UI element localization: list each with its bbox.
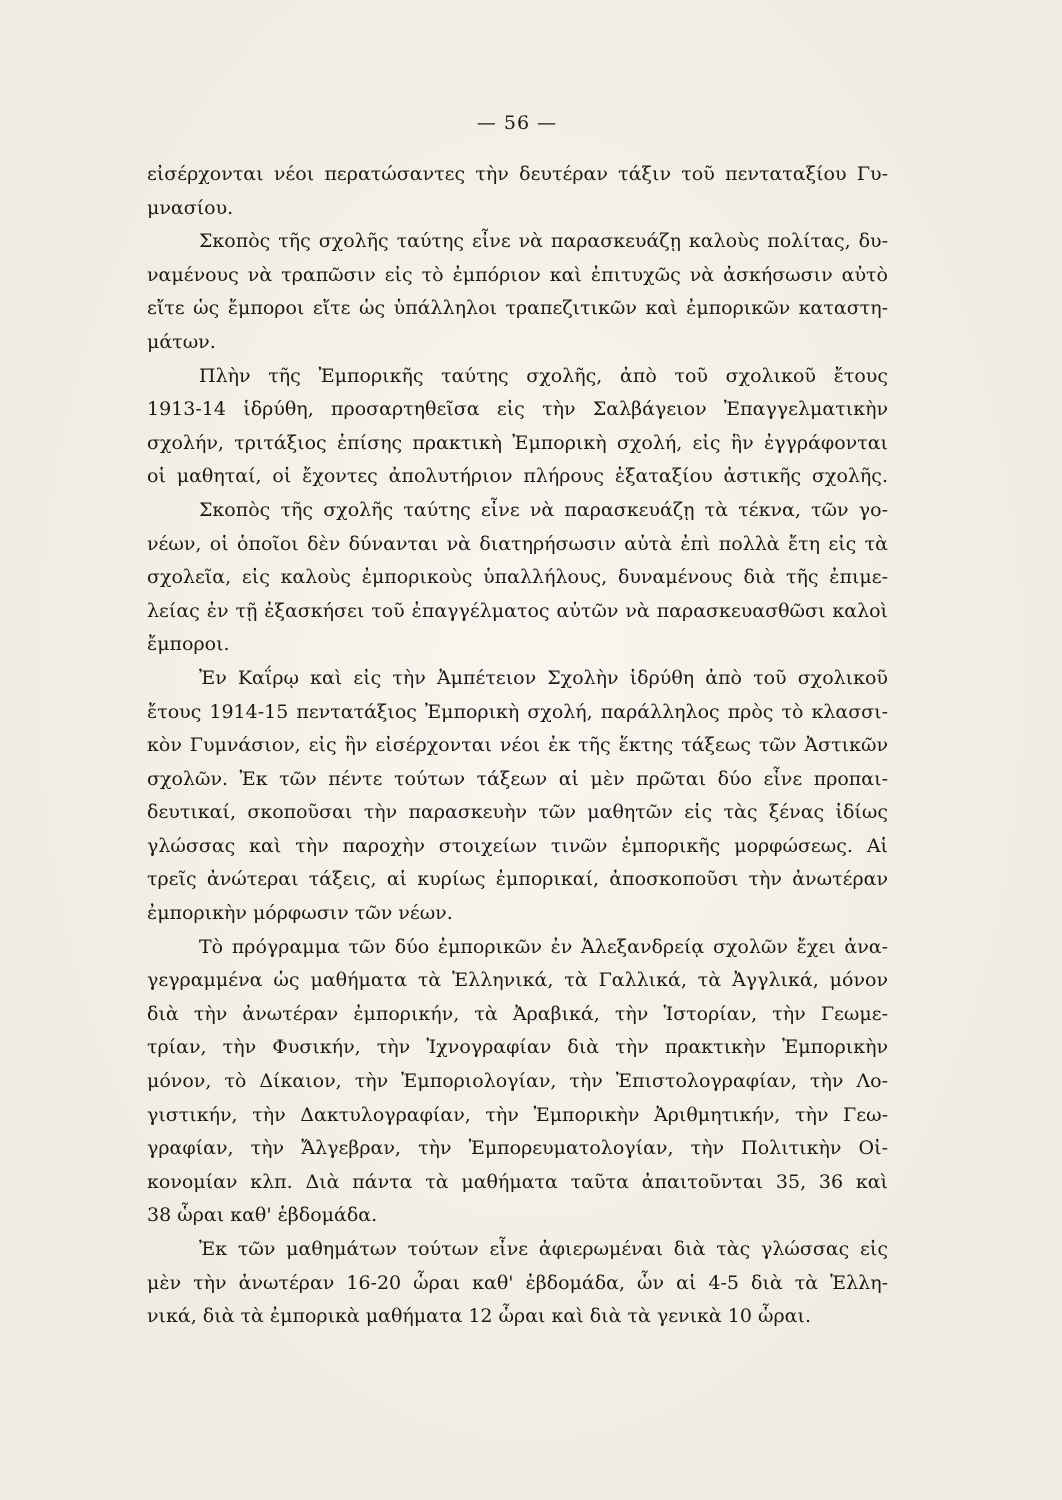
text-line: μὲν τὴν ἀνωτέραν 16-20 ὧραι καθ' ἑβδομάδα, ὧν αἱ 4-5 διὰ τὰ Ἑλλη- (147, 1271, 888, 1294)
text-line: Πλὴν τῆς Ἐμπορικῆς ταύτης σχολῆς, ἀπὸ τοῦ σχολικοῦ ἔτους (199, 364, 888, 387)
text-line: σχολεῖα, εἰς καλοὺς ἐμπορικοὺς ὑπαλλήλους, δυναμένους διὰ τῆς ἐπιμε- (147, 566, 888, 589)
text-line: εἴτε ὡς ἔμποροι εἴτε ὡς ὑπάλληλοι τραπεζιτικῶν καὶ ἐμπορικῶν καταστη- (147, 297, 888, 320)
text-line: κὸν Γυμνάσιον, εἰς ἣν εἰσέρχονται νέοι ἐκ τῆς ἕκτης τάξεως τῶν Ἀστικῶν (147, 734, 888, 757)
text-line: τρεῖς ἀνώτεραι τάξεις, αἱ κυρίως ἐμπορικαί, ἀποσκοποῦσι τὴν ἀνωτέραν (147, 868, 888, 891)
text-line: ἐμπορικὴν μόρφωσιν τῶν νέων. (147, 902, 453, 925)
text-line: κονομίαν κλπ. Διὰ πάντα τὰ μαθήματα ταῦτα ἀπαιτοῦνται 35, 36 καὶ (147, 1170, 888, 1193)
text-line: ἔμποροι. (147, 633, 230, 656)
text-line: οἱ μαθηταί, οἱ ἔχοντες ἀπολυτήριον πλήρους ἑξαταξίου ἀστικῆς σχολῆς. (147, 465, 888, 488)
text-line: δευτικαί, σκοποῦσαι τὴν παρασκευὴν τῶν μαθητῶν εἰς τὰς ξένας ἰδίως (147, 801, 888, 824)
body-text (147, 158, 888, 1334)
text-line: γεγραμμένα ὡς μαθήματα τὰ Ἑλληνικά, τὰ Γαλλικά, τὰ Ἀγγλικά, μόνον (147, 969, 888, 992)
text-line: σχολῶν. Ἐκ τῶν πέντε τούτων τάξεων αἱ μὲν πρῶται δύο εἶνε προπαι- (147, 767, 888, 790)
text-line: 1913-14 ἱδρύθη, προσαρτηθεῖσα εἰς τὴν Σαλβάγειον Ἐπαγγελματικὴν (147, 398, 888, 421)
text-line: Τὸ πρόγραμμα τῶν δύο ἐμπορικῶν ἐν Ἀλεξανδρείᾳ σχολῶν ἔχει ἀνα- (199, 935, 888, 958)
text-line: διὰ τὴν ἀνωτέραν ἐμπορικήν, τὰ Ἀραβικά, τὴν Ἱστορίαν, τὴν Γεωμε- (147, 1002, 888, 1025)
page-number: — 56 — (476, 112, 558, 134)
text-line: λείας ἐν τῇ ἐξασκήσει τοῦ ἐπαγγέλματος αὐτῶν νὰ παρασκευασθῶσι καλοὶ (147, 599, 888, 622)
text-line: 38 ὧραι καθ' ἑβδομάδα. (147, 1204, 378, 1227)
text-line: γλώσσας καὶ τὴν παροχὴν στοιχείων τινῶν ἐμπορικῆς μορφώσεως. Αἱ (147, 834, 888, 857)
text-line: τρίαν, τὴν Φυσικήν, τὴν Ἰχνογραφίαν διὰ τὴν πρακτικὴν Ἐμπορικὴν (147, 1036, 888, 1059)
text-line: μνασίου. (147, 196, 234, 219)
text-line: σχολήν, τριτάξιος ἐπίσης πρακτικὴ Ἐμπορικὴ σχολή, εἰς ἣν ἐγγράφονται (147, 431, 888, 454)
text-line: ναμένους νὰ τραπῶσιν εἰς τὸ ἐμπόριον καὶ ἐπιτυχῶς νὰ ἀσκήσωσιν αὐτὸ (147, 263, 888, 286)
text-line: μάτων. (147, 330, 216, 353)
text-line: νικά, διὰ τὰ ἐμπορικὰ μαθήματα 12 ὧραι καὶ διὰ τὰ γενικὰ 10 ὧραι. (147, 1305, 811, 1328)
text-line: γραφίαν, τὴν Ἄλγεβραν, τὴν Ἐμπορευματολογίαν, τὴν Πολιτικὴν Οἰ- (147, 1137, 888, 1160)
text-line: Ἐκ τῶν μαθημάτων τούτων εἶνε ἀφιερωμέναι διὰ τὰς γλώσσας εἰς (199, 1238, 888, 1260)
text-line: Ἐν Καΐρῳ καὶ εἰς τὴν Ἀμπέτειον Σχολὴν ἱδρύθη ἀπὸ τοῦ σχολικοῦ (199, 666, 888, 689)
text-line: γιστικήν, τὴν Δακτυλογραφίαν, τὴν Ἐμπορικὴν Ἀριθμητικήν, τὴν Γεω- (147, 1103, 888, 1126)
text-line: νέων, οἱ ὁποῖοι δὲν δύνανται νὰ διατηρήσωσιν αὐτὰ ἐπὶ πολλὰ ἔτη εἰς τὰ (147, 532, 888, 555)
text-line: εἰσέρχονται νέοι περατώσαντες τὴν δευτέραν τάξιν τοῦ πενταταξίου Γυ- (147, 163, 888, 185)
text-line: Σκοπὸς τῆς σχολῆς ταύτης εἶνε νὰ παρασκευάζῃ τὰ τέκνα, τῶν γο- (199, 498, 888, 521)
text-line: Σκοπὸς τῆς σχολῆς ταύτης εἶνε νὰ παρασκευάζῃ καλοὺς πολίτας, δυ- (199, 230, 888, 253)
text-line: ἔτους 1914-15 πεντατάξιος Ἐμπορικὴ σχολή, παράλληλος πρὸς τὸ κλασσι- (147, 700, 888, 723)
text-line: μόνον, τὸ Δίκαιον, τὴν Ἐμποριολογίαν, τὴν Ἐπιστολογραφίαν, τὴν Λο- (147, 1070, 888, 1093)
